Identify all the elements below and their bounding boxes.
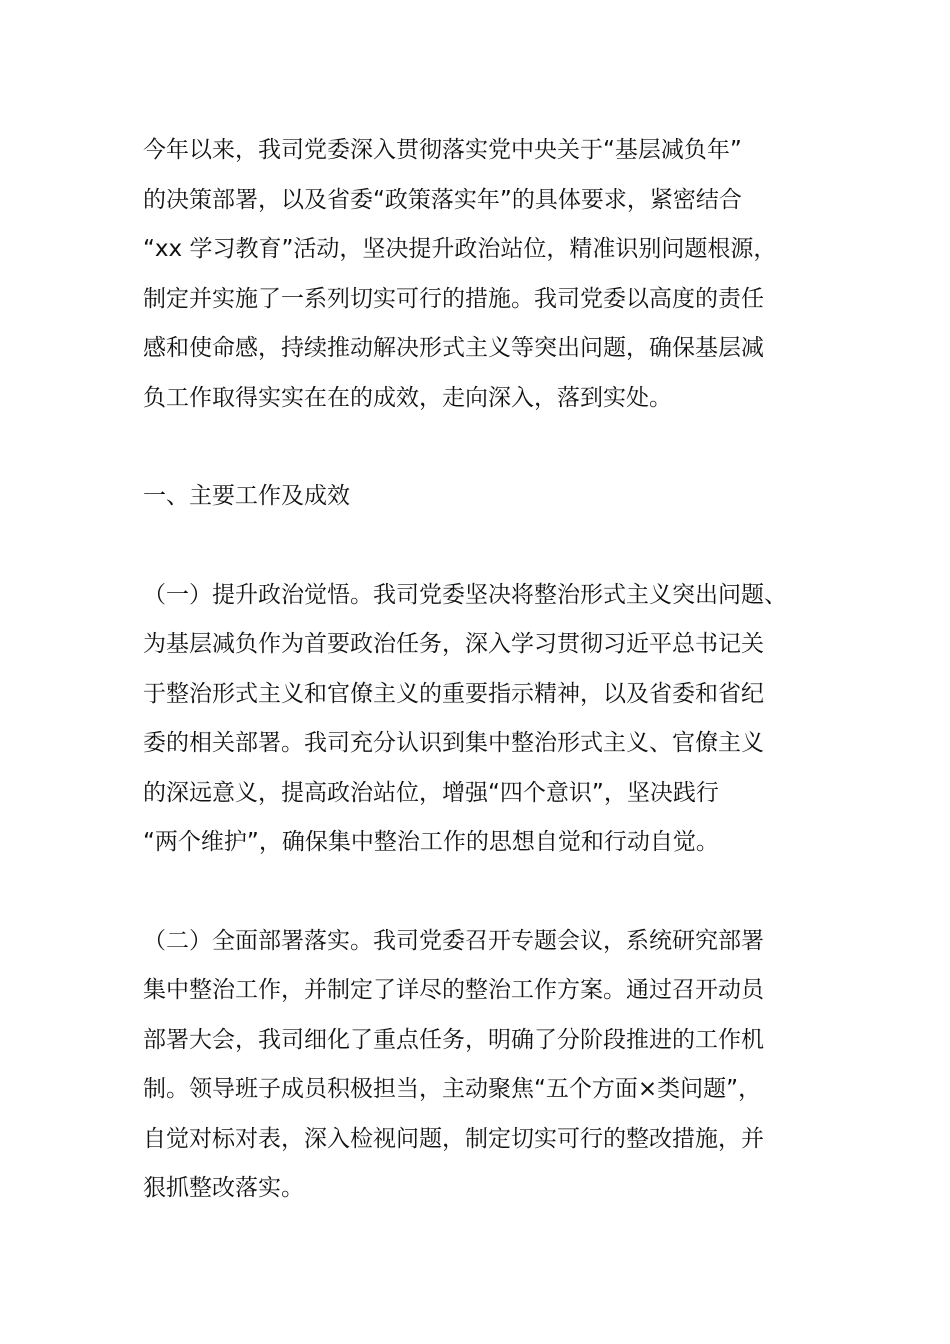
text-line: （二）全面部署落实。我司党委召开专题会议，系统研究部署	[143, 927, 764, 954]
text-line: 集中整治工作，并制定了详尽的整治工作方案。通过召开动员	[143, 977, 764, 1003]
text-line: 于整治形式主义和官僚主义的重要指示精神，以及省委和省纪	[143, 680, 764, 707]
intro-paragraph	[143, 126, 823, 423]
text-line: 委的相关部署。我司充分认识到集中整治形式主义、官僚主义	[143, 730, 764, 756]
text-line: “两个维护”，确保集中整治工作的思想自觉和行动自觉。	[143, 829, 719, 855]
text-line: 为基层减负作为首要政治任务，深入学习贯彻习近平总书记关	[143, 631, 764, 657]
text-line: 今年以来，我司党委深入贯彻落实党中央关于“基层减负年”	[143, 137, 742, 163]
section-heading-block	[143, 472, 823, 522]
text-line: 狠抓整改落实。	[143, 1175, 304, 1201]
section1-paragraph	[143, 571, 823, 868]
text-line: 自觉对标对表，深入检视问题，制定切实可行的整改措施，并	[143, 1125, 764, 1152]
text-line: 负工作取得实实在在的成效，走向深入，落到实处。	[143, 384, 672, 411]
text-line: （一）提升政治觉悟。我司党委坚决将整治形式主义突出问题、	[143, 581, 787, 608]
text-line: 制定并实施了一系列切实可行的措施。我司党委以高度的责任	[143, 285, 764, 312]
text-line: “xx 学习教育”活动，坚决提升政治站位，精准识别问题根源，	[143, 236, 777, 262]
text-line: 制。领导班子成员积极担当，主动聚焦“五个方面×类问题”，	[143, 1076, 762, 1102]
section-heading: 一、主要工作及成效	[143, 483, 350, 509]
text-line: 的深远意义，提高政治站位，增强“四个意识”，坚决践行	[143, 779, 719, 806]
document-body	[143, 126, 823, 1214]
text-line: 感和使命感，持续推动解决形式主义等突出问题，确保基层减	[143, 335, 764, 361]
section2-paragraph	[143, 917, 823, 1214]
text-line: 的决策部署，以及省委“政策落实年”的具体要求，紧密结合	[143, 186, 742, 213]
text-line: 部署大会，我司细化了重点任务，明确了分阶段推进的工作机	[143, 1026, 764, 1053]
